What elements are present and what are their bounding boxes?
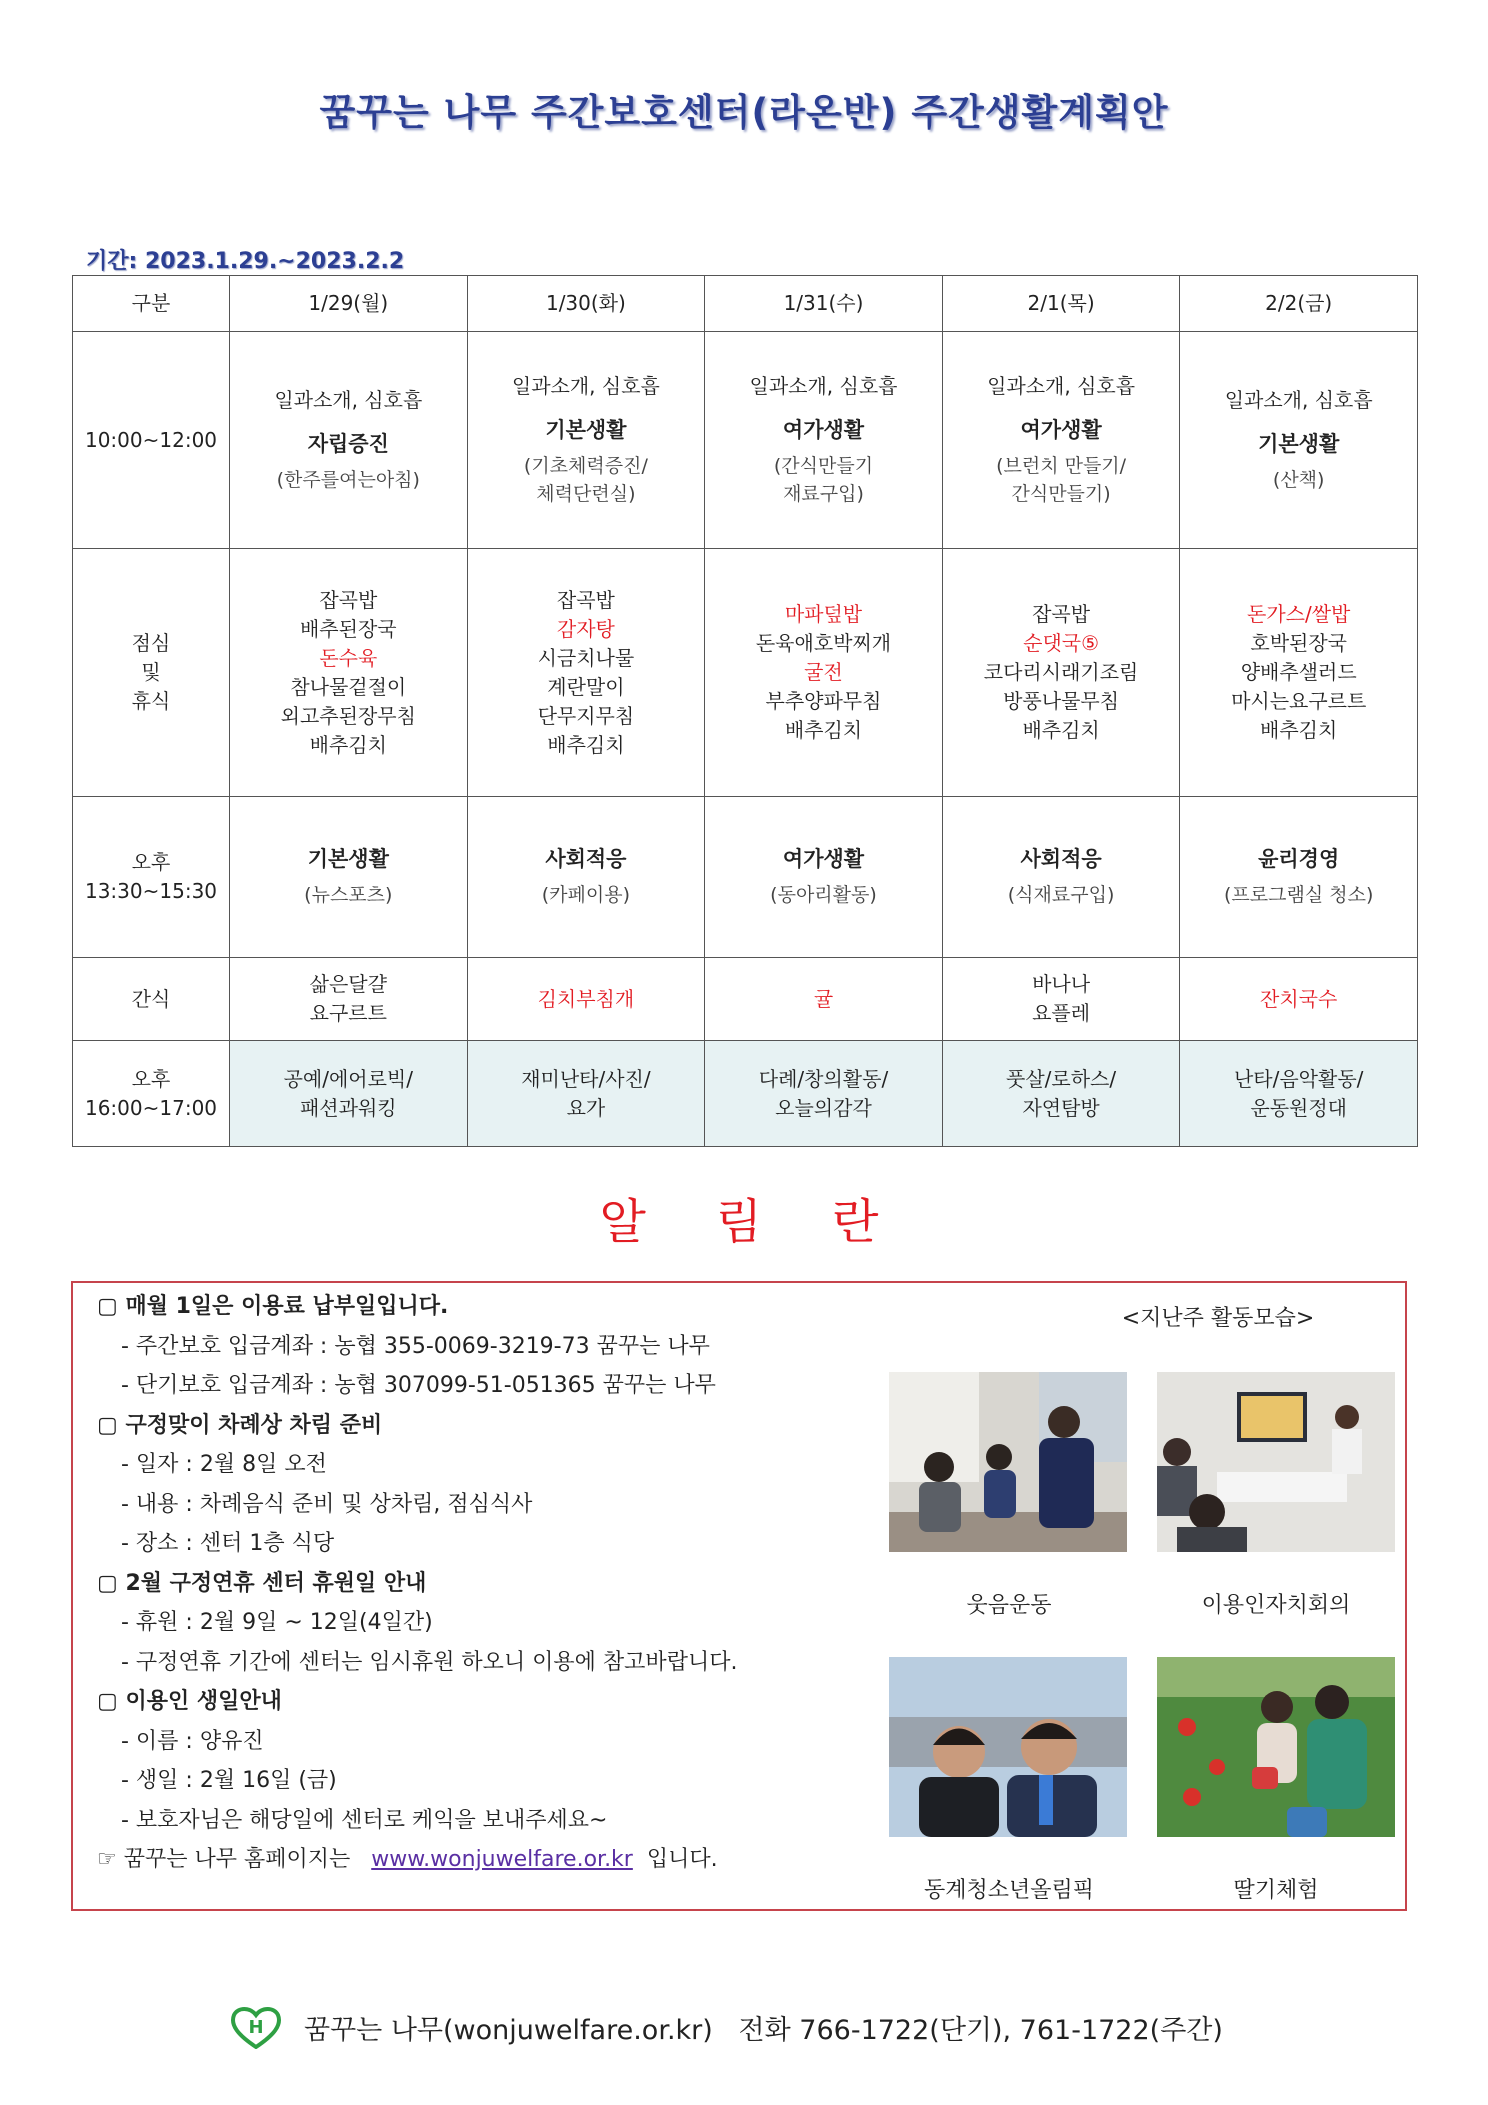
menu-item: 돈수육 xyxy=(319,645,378,670)
lunch-menu-cell xyxy=(467,549,705,797)
intro-text: 일과소개, 심호흡 xyxy=(274,387,423,412)
menu-item: 돈가스/쌀밥 xyxy=(1247,602,1351,626)
menu-item: 마파덮밥 xyxy=(784,602,863,626)
gallery-title: <지난주 활동모습> xyxy=(1121,1306,1315,1331)
activity-cell xyxy=(230,1041,468,1147)
snack-item: 바나나 요플레 xyxy=(1032,972,1091,1025)
intro-text: 일과소개, 심호흡 xyxy=(1224,387,1373,412)
activity-cell xyxy=(942,1041,1180,1147)
program-name: 여가생활 xyxy=(782,847,865,871)
lunch-row xyxy=(73,549,1418,797)
program-name: 자립증진 xyxy=(307,431,389,456)
row-label-line: 오후 xyxy=(131,1066,171,1091)
notice-list xyxy=(97,1287,917,1880)
notice-item: - 일자 : 2월 8일 오전 xyxy=(121,1452,327,1477)
morning-row xyxy=(73,332,1418,549)
notice-item: - 휴원 : 2월 9일 ~ 12일(4일간) xyxy=(121,1610,433,1635)
program-detail: (기초체력증진/ 체력단련실) xyxy=(523,455,648,505)
photo-youth-olympics xyxy=(889,1657,1127,1837)
homepage-suffix: 입니다. xyxy=(646,1847,718,1872)
menu-item: 잡곡밥 xyxy=(319,587,378,612)
notice-item: - 장소 : 센터 1층 식당 xyxy=(121,1531,335,1556)
program-name: 윤리경영 xyxy=(1258,847,1340,871)
morning-cell xyxy=(1180,332,1418,549)
notice-heading: 알림란 xyxy=(599,1194,949,1250)
menu-item: 부추양파무침 xyxy=(765,689,882,713)
menu-item: 방풍나물무침 xyxy=(1003,689,1120,713)
program-name: 기본생활 xyxy=(545,417,627,442)
notice-item: - 단기보호 입금계좌 : 농협 307099-51-051365 꿈꾸는 나무 xyxy=(121,1373,716,1398)
row-label-line: 휴식 xyxy=(131,689,171,713)
menu-item: 양배추샐러드 xyxy=(1240,660,1357,684)
notice-section xyxy=(97,1406,917,1564)
activity-text: 재미난타/사진/ 요가 xyxy=(521,1066,651,1120)
intro-text: 일과소개, 심호흡 xyxy=(749,373,898,398)
program-detail: (산책) xyxy=(1272,468,1325,491)
row-label: 10:00~12:00 xyxy=(73,332,230,549)
morning-cell xyxy=(942,332,1180,549)
morning-cell xyxy=(705,332,943,549)
menu-item: 감자탕 xyxy=(556,616,615,641)
program-detail: (동아리활동) xyxy=(770,884,877,907)
menu-item: 단무지무침 xyxy=(537,703,635,728)
snack-row xyxy=(73,958,1418,1041)
program-detail: (간식만들기 재료구입) xyxy=(773,455,874,505)
program-detail: (뉴스포츠) xyxy=(304,884,393,907)
afternoon-cell xyxy=(230,797,468,958)
afternoon-cell xyxy=(705,797,943,958)
header-cell: 2/2(금) xyxy=(1180,276,1418,332)
menu-item: 잡곡밥 xyxy=(1032,602,1091,626)
homepage-line xyxy=(97,1840,917,1880)
activity-text: 난타/음악활동/ 운동원정대 xyxy=(1233,1066,1364,1120)
program-detail: (브런치 만들기/ 간식만들기) xyxy=(996,455,1127,505)
notice-section xyxy=(97,1682,917,1840)
weekly-schedule-table xyxy=(72,275,1418,1147)
notice-section-heading: ▢ 2월 구정연휴 센터 휴원일 안내 xyxy=(97,1570,427,1596)
afternoon-row xyxy=(73,797,1418,958)
svg-text:H: H xyxy=(248,2017,264,2038)
program-detail: (카페이용) xyxy=(541,884,631,907)
footer-text: 꿈꾸는 나무(wonjuwelfare.or.kr) 전화 766-1722(단기), 761-1722(주간) xyxy=(304,2014,1223,2046)
gallery-caption: 동계청소년올림픽 xyxy=(923,1878,1095,1903)
snack-item: 귤 xyxy=(813,986,834,1011)
menu-item: 호박된장국 xyxy=(1250,631,1347,655)
row-label-line: 점심 xyxy=(131,631,171,655)
intro-text: 일과소개, 심호흡 xyxy=(511,373,660,398)
row-label-line: 13:30~15:30 xyxy=(84,879,218,903)
notice-box xyxy=(71,1281,1407,1911)
menu-item: 배추된장국 xyxy=(299,616,397,641)
activity-cell xyxy=(1180,1041,1418,1147)
activity-cell xyxy=(705,1041,943,1147)
program-detail: (식재료구입) xyxy=(1007,884,1115,907)
photo-image xyxy=(1157,1657,1395,1837)
menu-item: 배추김치 xyxy=(1260,718,1338,742)
notice-item: - 생일 : 2월 16일 (금) xyxy=(121,1768,337,1793)
notice-section-heading: ▢ 이용인 생일안내 xyxy=(97,1689,282,1714)
program-name: 기본생활 xyxy=(1258,431,1340,456)
late-afternoon-row xyxy=(73,1041,1418,1147)
header-cell: 2/1(목) xyxy=(942,276,1180,332)
menu-item: 돈육애호박찌개 xyxy=(755,631,892,655)
menu-item: 배추김치 xyxy=(784,718,863,742)
homepage-prefix: ☞ 꿈꾸는 나무 홈페이지는 xyxy=(97,1847,351,1872)
lunch-menu-cell xyxy=(942,549,1180,797)
menu-item: 참나물겉절이 xyxy=(290,674,407,699)
program-name: 여가생활 xyxy=(1020,417,1102,442)
morning-cell xyxy=(467,332,705,549)
notice-section xyxy=(97,1287,917,1406)
photo-strawberry-picking xyxy=(1157,1657,1395,1837)
row-label-line: 및 xyxy=(141,660,161,684)
menu-item: 코다리시래기조림 xyxy=(983,660,1139,684)
activity-text: 다례/창의활동/ 오늘의감각 xyxy=(758,1066,889,1120)
gallery-caption: 이용인자치회의 xyxy=(1201,1593,1351,1618)
menu-item: 배추김치 xyxy=(309,732,387,757)
notice-section-heading: ▢ 매월 1일은 이용료 납부일입니다. xyxy=(97,1294,449,1319)
intro-text: 일과소개, 심호흡 xyxy=(987,373,1136,398)
row-label-line: 16:00~17:00 xyxy=(84,1095,218,1120)
snack-item: 잔치국수 xyxy=(1260,986,1338,1011)
lunch-menu-cell xyxy=(1180,549,1418,797)
gallery-caption: 딸기체험 xyxy=(1233,1878,1319,1903)
gallery-caption: 웃음운동 xyxy=(966,1593,1052,1618)
header-cell: 구분 xyxy=(73,276,230,332)
afternoon-cell xyxy=(1180,797,1418,958)
period-label: 기간: 2023.1.29.~2023.2.2 xyxy=(86,249,405,274)
notice-item: - 주간보호 입금계좌 : 농협 355-0069-3219-73 꿈꾸는 나무 xyxy=(121,1333,710,1359)
menu-item: 배추김치 xyxy=(547,732,625,757)
notice-section-heading: ▢ 구정맞이 차례상 차림 준비 xyxy=(97,1412,383,1438)
menu-item: 배추김치 xyxy=(1022,718,1100,742)
activity-text: 풋살/로하스/ 자연탐방 xyxy=(1006,1066,1117,1120)
afternoon-cell xyxy=(467,797,705,958)
footer xyxy=(228,2005,1223,2049)
program-name: 사회적응 xyxy=(1020,847,1102,871)
program-detail: (프로그램실 청소) xyxy=(1224,884,1374,907)
snack-cell xyxy=(230,958,468,1041)
photo-image xyxy=(889,1372,1127,1552)
photo-image xyxy=(1157,1372,1395,1552)
row-label xyxy=(73,797,230,958)
row-label: 간식 xyxy=(73,958,230,1041)
snack-item: 김치부침개 xyxy=(537,986,635,1011)
notice-item: - 보호자님은 해당일에 센터로 케익을 보내주세요~ xyxy=(121,1807,608,1833)
program-name: 기본생활 xyxy=(307,847,389,871)
program-detail: (한주를여는아침) xyxy=(276,468,420,491)
photo-image xyxy=(889,1657,1127,1837)
menu-item: 잡곡밥 xyxy=(556,587,615,612)
photo-user-council xyxy=(1157,1372,1395,1552)
menu-item: 시금치나물 xyxy=(537,645,635,670)
afternoon-cell xyxy=(942,797,1180,958)
menu-item: 계란말이 xyxy=(547,674,625,699)
menu-item: 굴전 xyxy=(804,660,843,684)
logo-icon xyxy=(228,2005,284,2049)
snack-cell xyxy=(942,958,1180,1041)
header-cell: 1/30(화) xyxy=(467,276,705,332)
snack-item: 삶은달걀 요구르트 xyxy=(309,972,387,1025)
row-label xyxy=(73,1041,230,1147)
notice-item: - 내용 : 차례음식 준비 및 상차림, 점심식사 xyxy=(121,1491,533,1517)
snack-cell xyxy=(1180,958,1418,1041)
snack-cell xyxy=(705,958,943,1041)
program-name: 여가생활 xyxy=(782,417,865,442)
lunch-menu-cell xyxy=(705,549,943,797)
photo-laughter-exercise xyxy=(889,1372,1127,1552)
header-row xyxy=(73,276,1418,332)
header-cell: 1/29(월) xyxy=(230,276,468,332)
page-title: 꿈꾸는 나무 주간보호센터(라온반) 주간생활계획안 xyxy=(319,91,1169,134)
activity-cell xyxy=(467,1041,705,1147)
homepage-link[interactable]: www.wonjuwelfare.or.kr xyxy=(371,1847,633,1872)
snack-cell xyxy=(467,958,705,1041)
header-cell: 1/31(수) xyxy=(705,276,943,332)
menu-item: 마시는요구르트 xyxy=(1231,689,1367,713)
menu-item: 순댓국⑤ xyxy=(1023,631,1100,655)
notice-item: - 이름 : 양유진 xyxy=(121,1728,264,1754)
row-label-line: 오후 xyxy=(131,850,171,874)
program-name: 사회적응 xyxy=(545,847,627,871)
notice-item: - 구정연휴 기간에 센터는 임시휴원 하오니 이용에 참고바랍니다. xyxy=(121,1649,738,1675)
menu-item: 외고추된장무침 xyxy=(280,703,416,728)
activity-text: 공예/에어로빅/ 패션과워킹 xyxy=(283,1066,413,1120)
row-label xyxy=(73,549,230,797)
notice-section xyxy=(97,1564,917,1683)
morning-cell xyxy=(230,332,468,549)
lunch-menu-cell xyxy=(230,549,468,797)
